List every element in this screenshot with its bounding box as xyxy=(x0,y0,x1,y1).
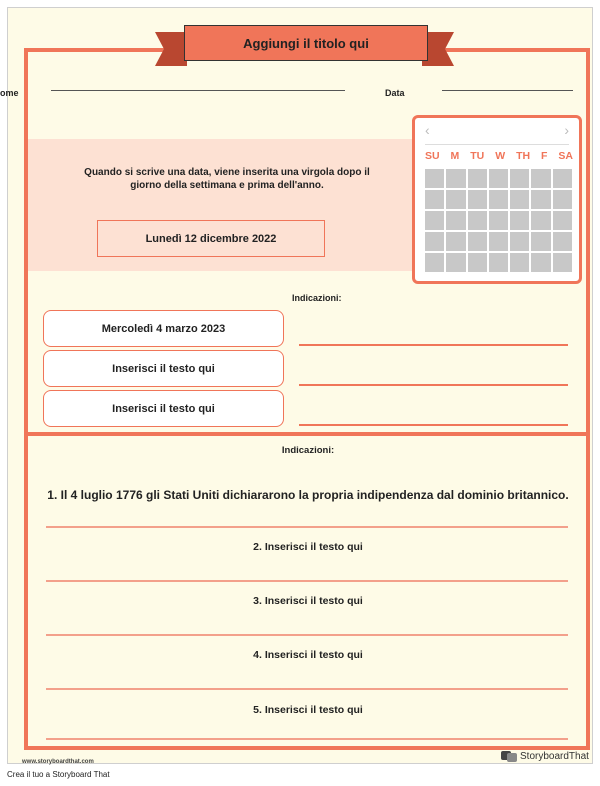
writing-line[interactable] xyxy=(46,738,568,740)
calendar-day-cell[interactable] xyxy=(425,169,444,188)
calendar-day-cell[interactable] xyxy=(553,211,572,230)
calendar-day-cell[interactable] xyxy=(425,253,444,272)
instructions-label: Indicazioni: xyxy=(292,293,342,303)
example-sentence: 1. Il 4 luglio 1776 gli Stati Uniti dichiararono la propria indipendenza dal dominio britannico. xyxy=(47,488,569,502)
prompt-text: 3. Inserisci il testo qui xyxy=(253,595,363,607)
calendar-weekday: F xyxy=(541,150,548,162)
name-line[interactable] xyxy=(51,90,345,91)
date-option-box[interactable]: Inserisci il testo qui xyxy=(43,350,284,387)
calendar-day-cell[interactable] xyxy=(446,190,465,209)
calendar-day-cell[interactable] xyxy=(425,232,444,251)
instructions-label: Indicazioni: xyxy=(281,445,335,456)
calendar-day-cell[interactable] xyxy=(468,253,487,272)
calendar-day-cell[interactable] xyxy=(510,253,529,272)
calendar-day-cell[interactable] xyxy=(531,232,550,251)
writing-line[interactable] xyxy=(46,580,568,582)
prompt-text: 2. Inserisci il testo qui xyxy=(253,541,363,553)
logo-icon xyxy=(501,750,517,763)
calendar-day-cell[interactable] xyxy=(468,169,487,188)
prompt-text: 5. Inserisci il testo qui xyxy=(253,704,363,716)
calendar-day-cell[interactable] xyxy=(553,232,572,251)
calendar-day-cell[interactable] xyxy=(446,232,465,251)
calendar-day-cell[interactable] xyxy=(425,211,444,230)
calendar-day-cell[interactable] xyxy=(531,169,550,188)
calendar-day-cell[interactable] xyxy=(489,232,508,251)
date-label: Data xyxy=(385,88,405,98)
calendar-widget xyxy=(412,115,582,284)
footer-url[interactable]: www.storyboardthat.com xyxy=(22,759,94,765)
calendar-separator xyxy=(425,144,569,145)
answer-line[interactable] xyxy=(299,384,568,386)
chevron-left-icon[interactable]: ‹ xyxy=(425,122,430,138)
writing-line[interactable] xyxy=(46,688,568,690)
calendar-weekday-row xyxy=(425,150,573,162)
calendar-day-cell[interactable] xyxy=(531,253,550,272)
calendar-day-cell[interactable] xyxy=(446,253,465,272)
section-divider xyxy=(24,432,590,436)
calendar-day-cell[interactable] xyxy=(468,232,487,251)
calendar-day-cell[interactable] xyxy=(531,190,550,209)
calendar-day-cell[interactable] xyxy=(446,211,465,230)
calendar-day-cell[interactable] xyxy=(553,190,572,209)
calendar-weekday: SU xyxy=(425,150,440,162)
calendar-day-cell[interactable] xyxy=(489,169,508,188)
logo-text: StoryboardThat xyxy=(520,751,589,762)
footer-caption[interactable]: Crea il tuo a Storyboard That xyxy=(7,770,110,779)
calendar-day-cell[interactable] xyxy=(510,232,529,251)
calendar-weekday: SA xyxy=(558,150,573,162)
answer-line[interactable] xyxy=(299,344,568,346)
calendar-weekday: TU xyxy=(470,150,485,162)
calendar-day-cell[interactable] xyxy=(510,190,529,209)
writing-line[interactable] xyxy=(46,526,568,528)
storyboardthat-logo[interactable] xyxy=(501,750,589,763)
calendar-day-cell[interactable] xyxy=(468,211,487,230)
date-line[interactable] xyxy=(442,90,573,91)
calendar-weekday: W xyxy=(495,150,506,162)
calendar-day-cell[interactable] xyxy=(489,253,508,272)
chevron-right-icon[interactable]: › xyxy=(564,122,569,138)
writing-line[interactable] xyxy=(46,634,568,636)
calendar-day-cell[interactable] xyxy=(510,169,529,188)
date-option-box[interactable]: Mercoledì 4 marzo 2023 xyxy=(43,310,284,347)
name-label: ome xyxy=(0,88,19,98)
answer-line[interactable] xyxy=(299,424,568,426)
calendar-day-cell[interactable] xyxy=(553,169,572,188)
calendar-day-cell[interactable] xyxy=(489,211,508,230)
example-date-box: Lunedì 12 dicembre 2022 xyxy=(97,220,325,257)
prompt-text: 4. Inserisci il testo qui xyxy=(253,649,363,661)
calendar-day-cell[interactable] xyxy=(468,190,487,209)
calendar-weekday: M xyxy=(450,150,460,162)
calendar-grid xyxy=(425,169,572,272)
intro-text: Quando si scrive una data, viene inserita una virgola dopo il giorno della settimana e prima dell'anno. xyxy=(84,167,370,191)
calendar-day-cell[interactable] xyxy=(553,253,572,272)
calendar-day-cell[interactable] xyxy=(446,169,465,188)
calendar-day-cell[interactable] xyxy=(510,211,529,230)
date-option-box[interactable]: Inserisci il testo qui xyxy=(43,390,284,427)
worksheet-page xyxy=(0,7,593,765)
calendar-day-cell[interactable] xyxy=(531,211,550,230)
calendar-day-cell[interactable] xyxy=(425,190,444,209)
calendar-day-cell[interactable] xyxy=(489,190,508,209)
calendar-weekday: TH xyxy=(516,150,531,162)
title-banner[interactable]: Aggiungi il titolo qui xyxy=(184,25,428,61)
